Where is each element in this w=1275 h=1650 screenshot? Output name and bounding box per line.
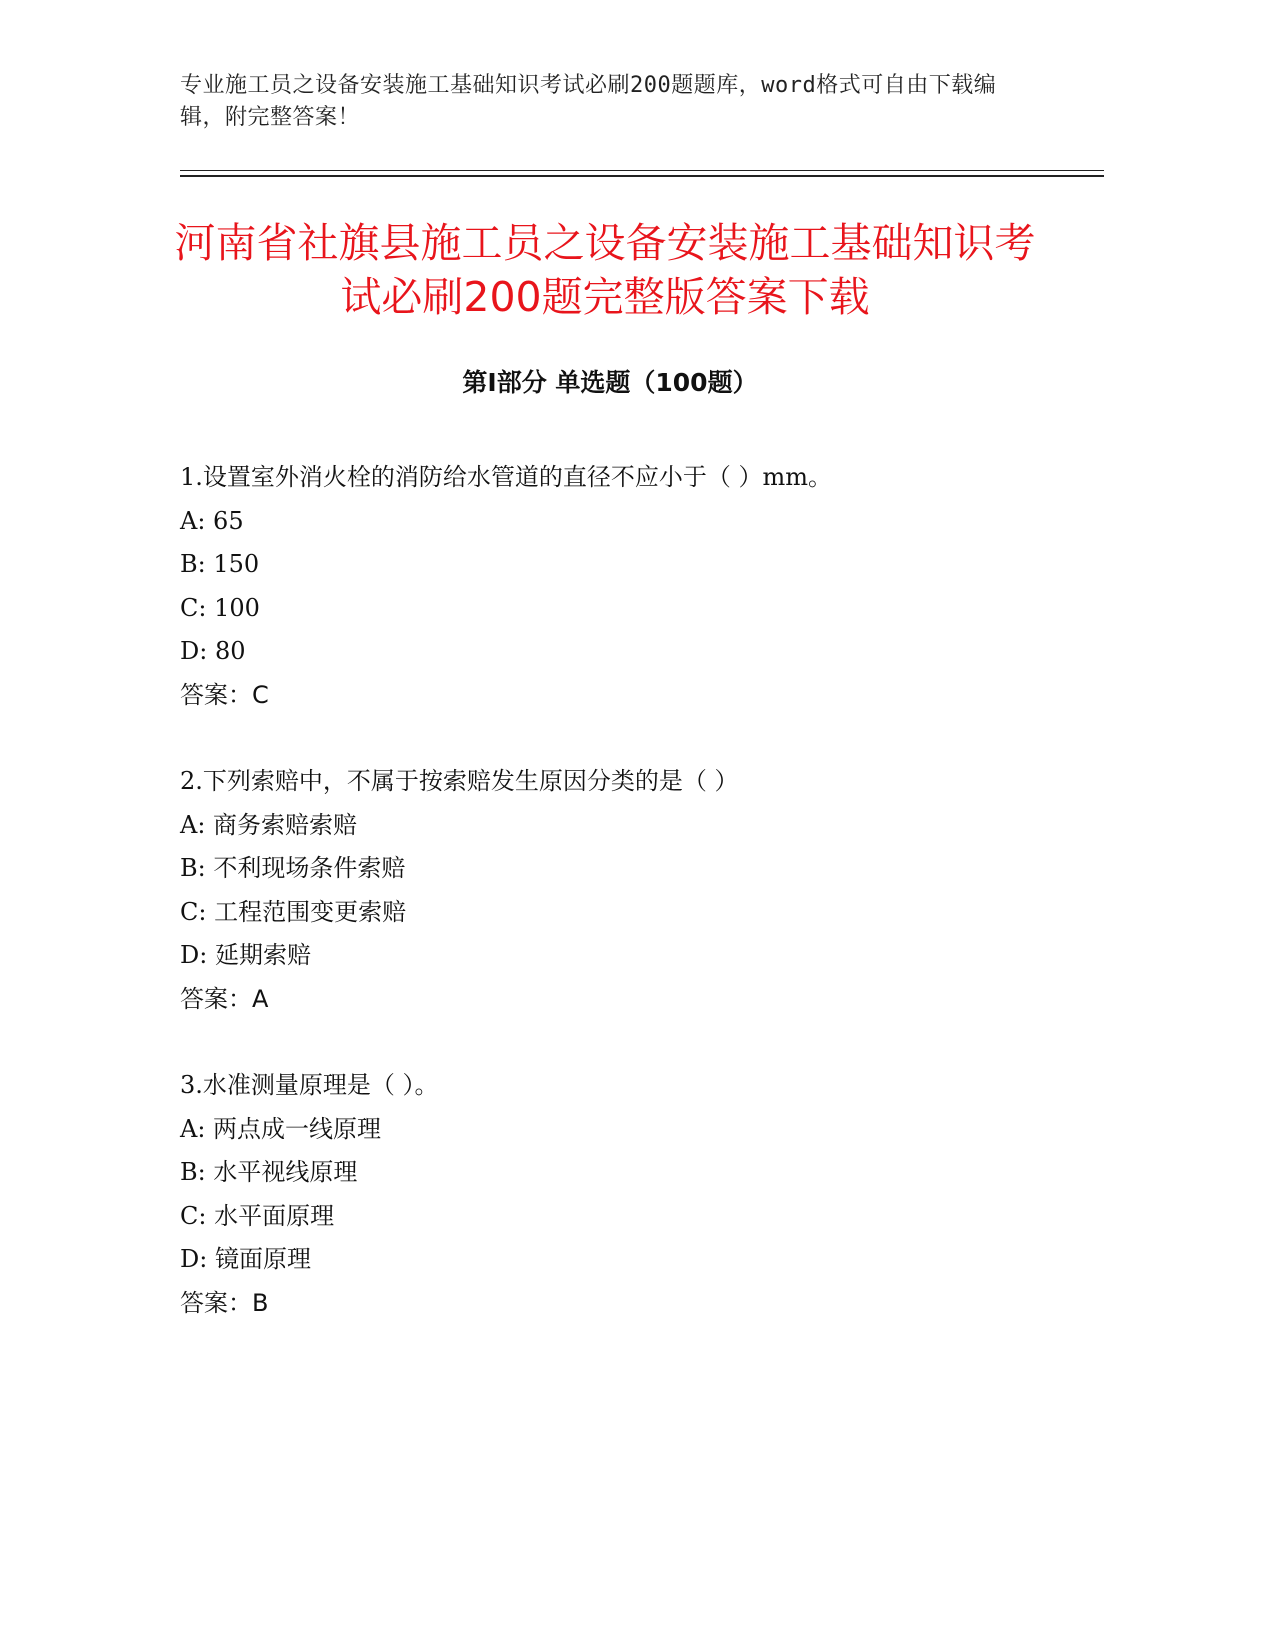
question-1 [180, 456, 1120, 717]
question-list [180, 456, 1120, 1368]
header-rule-thick [180, 175, 1104, 177]
answer: 答案：B [180, 1288, 269, 1317]
option-a: A: 65 [180, 506, 244, 535]
option-b: B: 150 [180, 550, 260, 578]
option-c: C: 工程范围变更索赔 [180, 897, 407, 926]
option-d: D: 镜面原理 [180, 1245, 311, 1273]
question-text: 1.设置室外消火栓的消防给水管道的直径不应小于（ ）mm。 [180, 463, 833, 491]
option-b: B: 不利现场条件索赔 [180, 854, 406, 882]
header-rule-thin [180, 170, 1104, 171]
option-c: C: 100 [180, 593, 260, 622]
question-3 [180, 1064, 1120, 1325]
answer: 答案：A [180, 984, 269, 1013]
question-text: 2.下列索赔中，不属于按索赔发生原因分类的是（ ） [180, 767, 739, 795]
option-a: A: 商务索赔索赔 [180, 810, 358, 839]
option-b: B: 水平视线原理 [180, 1158, 358, 1186]
answer: 答案：C [180, 680, 269, 709]
option-d: D: 80 [180, 637, 246, 665]
question-2 [180, 760, 1120, 1021]
option-d: D: 延期索赔 [180, 941, 311, 969]
option-a: A: 两点成一线原理 [180, 1114, 382, 1143]
question-text: 3.水准测量原理是（ ）。 [180, 1071, 439, 1099]
option-c: C: 水平面原理 [180, 1201, 335, 1230]
section-title: 第Ⅰ部分 单选题（100题） [462, 368, 758, 397]
header-note: 专业施工员之设备安装施工基础知识考试必刷200题题库，word格式可自由下载编辑，附完整答案！ [180, 73, 997, 130]
document-title: 河南省社旗县施工员之设备安装施工基础知识考试必刷200题完整版答案下载 [174, 219, 1036, 321]
